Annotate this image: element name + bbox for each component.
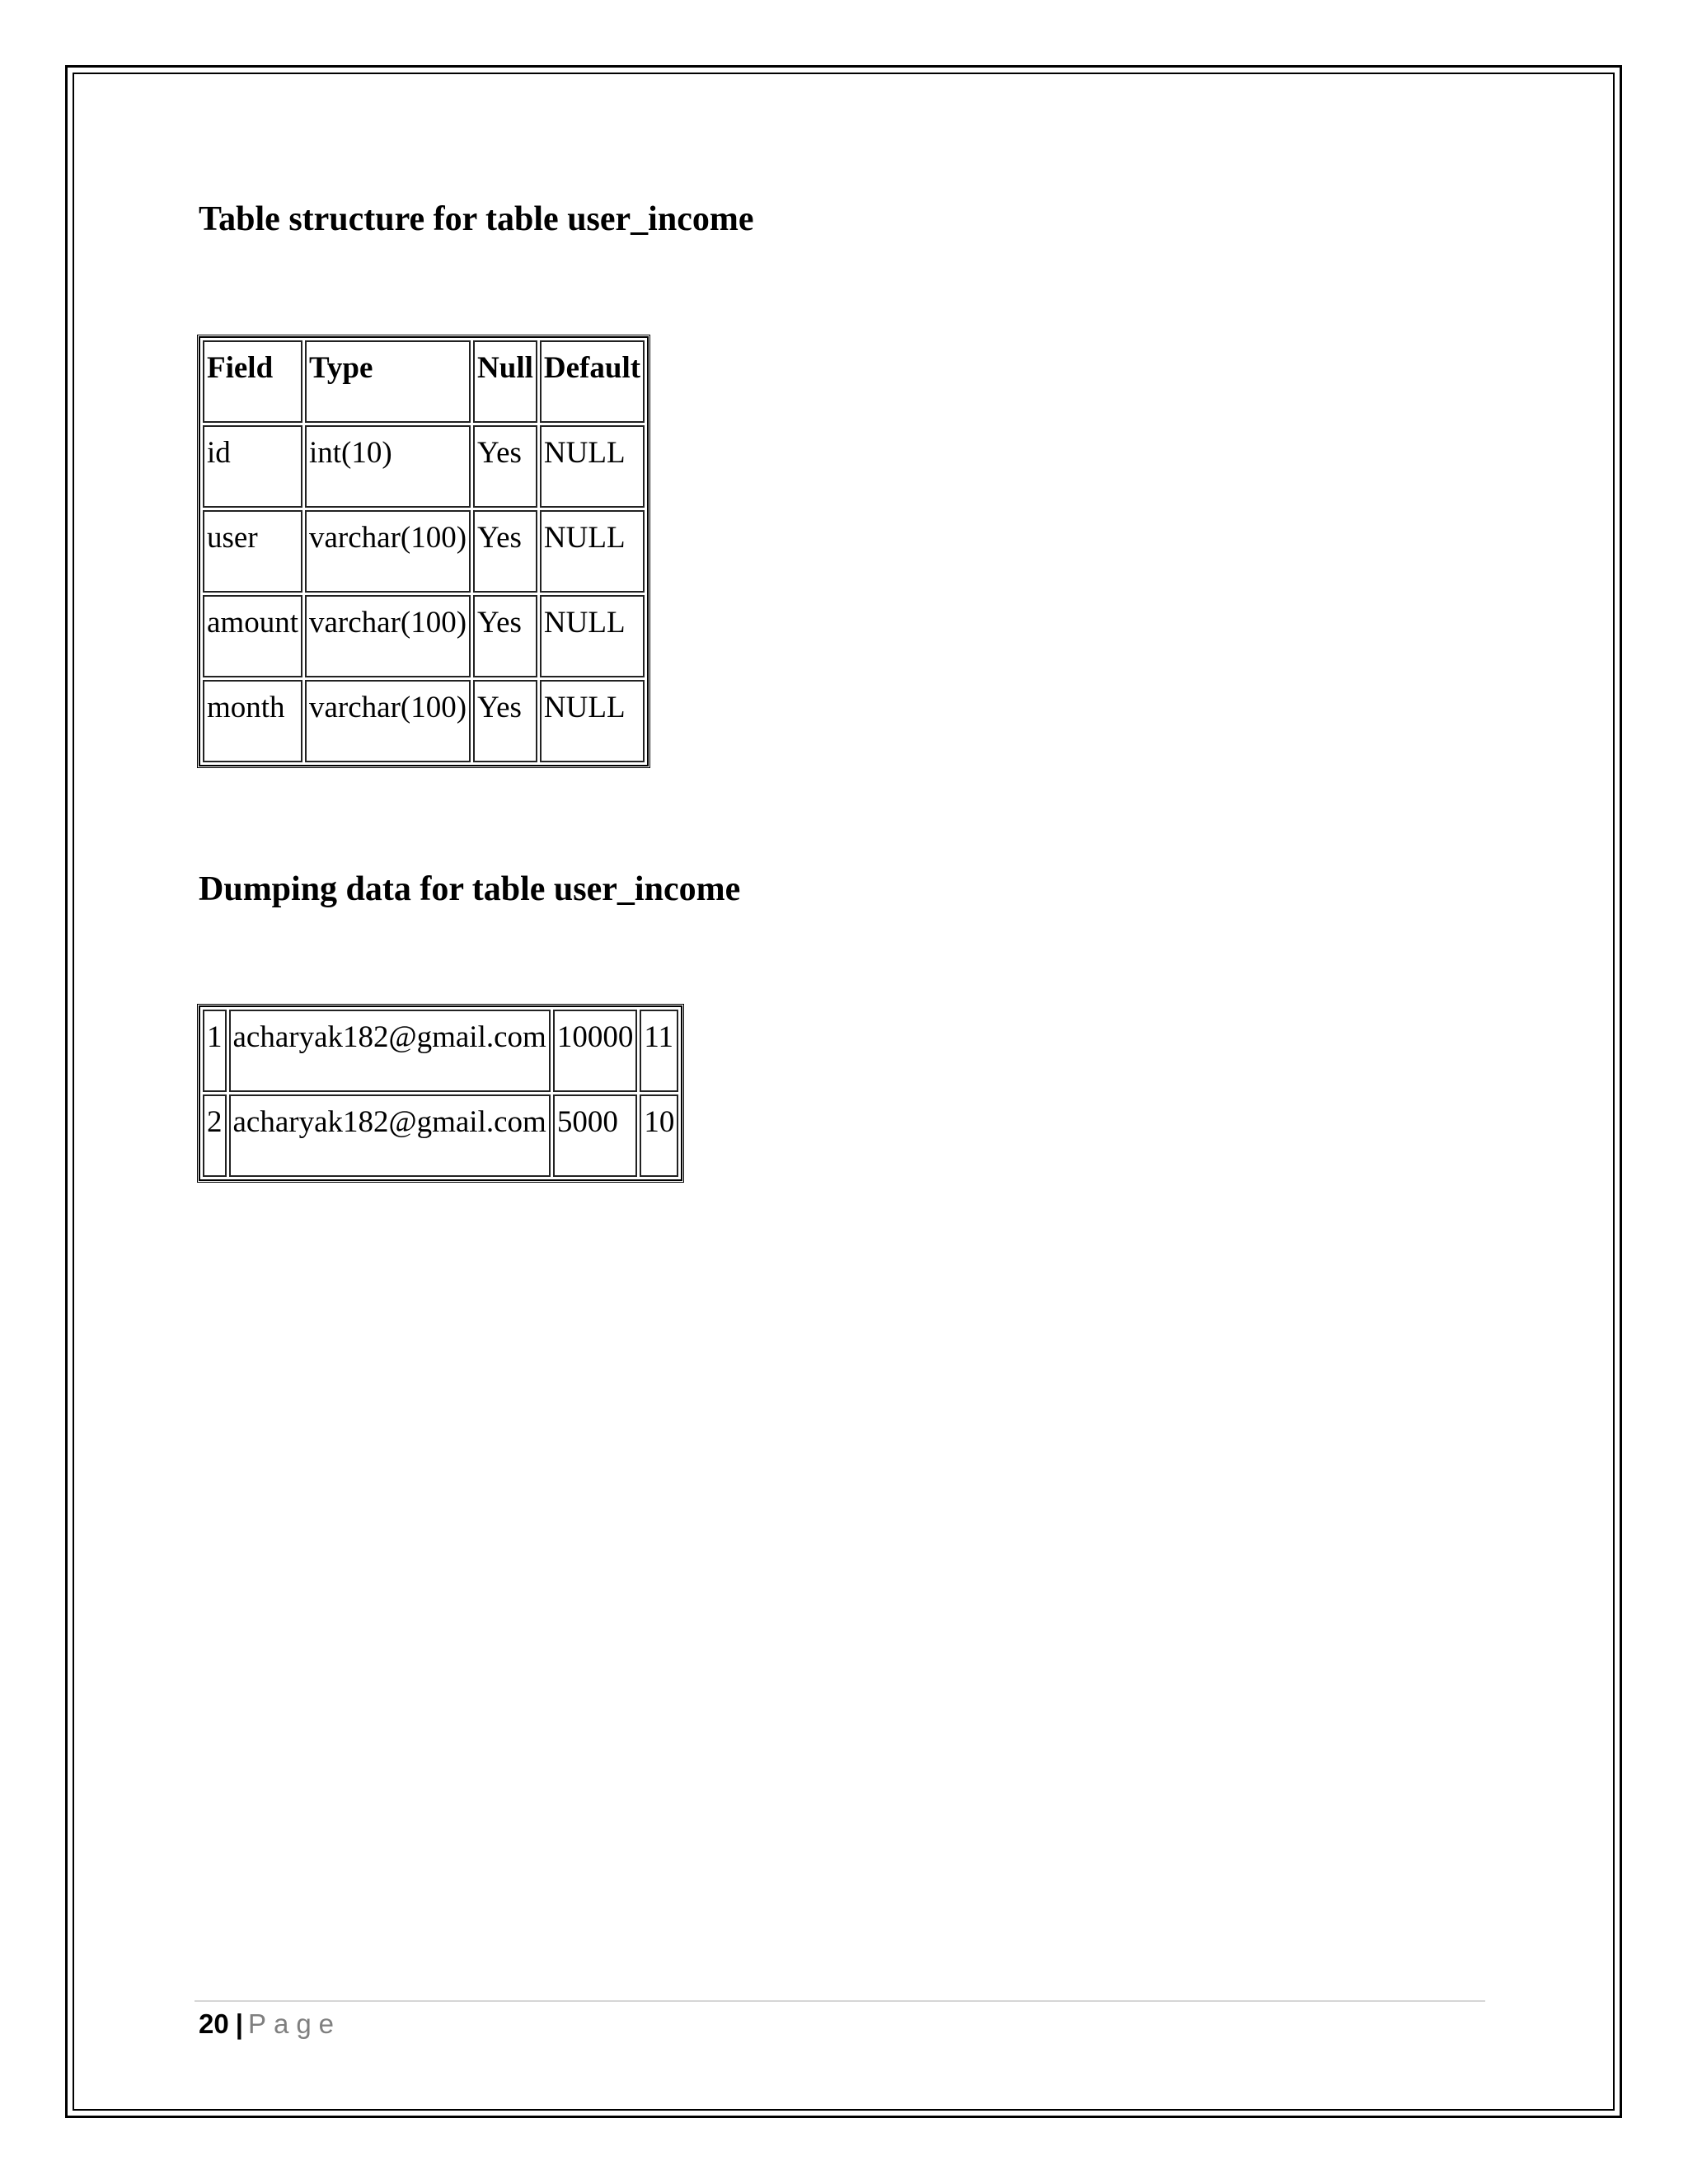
cell-default: NULL xyxy=(540,680,645,762)
cell-type: varchar(100) xyxy=(305,680,471,762)
cell-null: Yes xyxy=(473,510,537,593)
table-row xyxy=(203,1094,678,1177)
footer-separator: | xyxy=(235,2008,243,2039)
table-row xyxy=(203,425,645,508)
dump-table xyxy=(199,1005,682,1181)
footer-rule xyxy=(195,2000,1485,2002)
column-header-type: Type xyxy=(305,340,471,423)
cell-field: month xyxy=(203,680,302,762)
cell-default: NULL xyxy=(540,510,645,593)
cell-amount: 10000 xyxy=(553,1010,638,1092)
cell-month: 11 xyxy=(640,1010,678,1092)
cell-id: 2 xyxy=(203,1094,227,1177)
table-row xyxy=(203,595,645,677)
cell-field: id xyxy=(203,425,302,508)
cell-field: amount xyxy=(203,595,302,677)
cell-user: acharyak182@gmail.com xyxy=(229,1010,551,1092)
column-header-null: Null xyxy=(473,340,537,423)
structure-section-heading: Table structure for table user_income xyxy=(199,200,754,238)
page-footer xyxy=(199,2006,341,2042)
cell-id: 1 xyxy=(203,1010,227,1092)
cell-default: NULL xyxy=(540,425,645,508)
page-label: Page xyxy=(247,2008,342,2039)
structure-table xyxy=(199,336,649,766)
table-row xyxy=(203,680,645,762)
dump-section-heading: Dumping data for table user_income xyxy=(199,870,741,908)
table-row xyxy=(203,510,645,593)
cell-field: user xyxy=(203,510,302,593)
cell-type: int(10) xyxy=(305,425,471,508)
column-header-default: Default xyxy=(540,340,645,423)
cell-month: 10 xyxy=(640,1094,678,1177)
cell-null: Yes xyxy=(473,595,537,677)
table-row xyxy=(203,1010,678,1092)
column-header-field: Field xyxy=(203,340,302,423)
page-number: 20 xyxy=(199,2008,229,2039)
cell-null: Yes xyxy=(473,680,537,762)
cell-type: varchar(100) xyxy=(305,595,471,677)
cell-null: Yes xyxy=(473,425,537,508)
cell-user: acharyak182@gmail.com xyxy=(229,1094,551,1177)
structure-table-header-row xyxy=(203,340,645,423)
cell-default: NULL xyxy=(540,595,645,677)
cell-type: varchar(100) xyxy=(305,510,471,593)
cell-amount: 5000 xyxy=(553,1094,638,1177)
